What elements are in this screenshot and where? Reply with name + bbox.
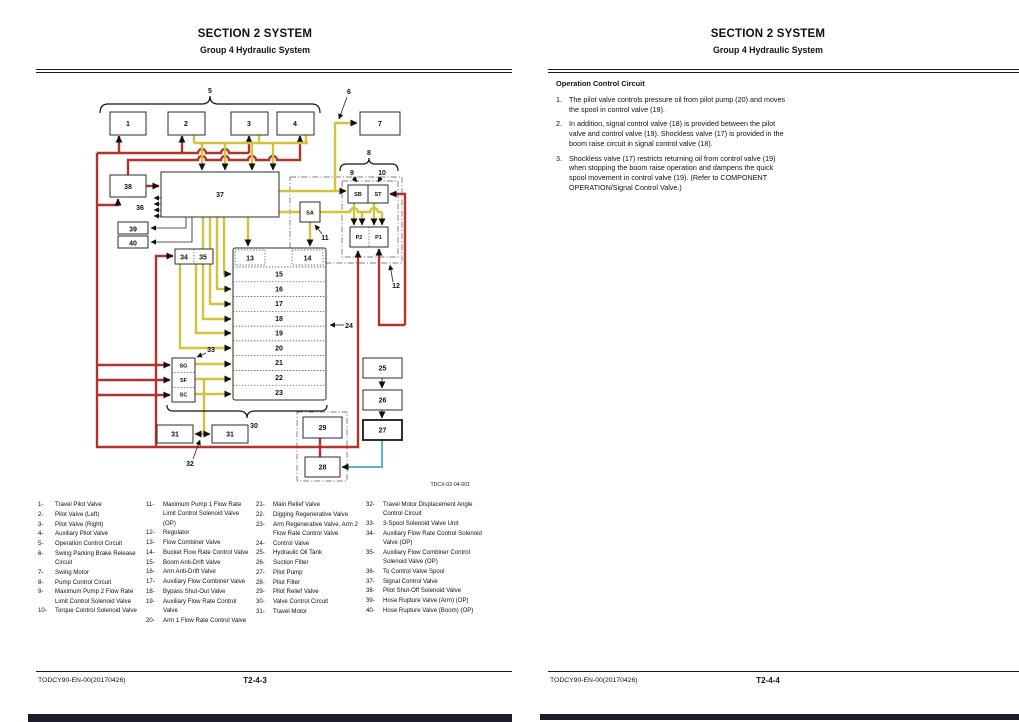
right-header [540,28,996,55]
legend-item: 36- To Control Valve Spool [366,567,445,575]
legend-item: 13- Flow Combiner Valve [146,539,221,546]
label-17: 17 [275,301,283,309]
label-28: 28 [318,464,327,472]
legend-item: 35- Auxiliary Flow Combiner Control Solenoid Valve (OP) [366,548,471,565]
callout-6: 6 [347,89,351,96]
label-40: 40 [129,240,137,248]
section-heading: Operation Control Circuit [556,79,645,88]
legend-item: 4- Auxiliary Pilot Valve [38,530,109,538]
label-sb: SB [354,192,362,198]
legend-item: 30- Valve Control Circuit [256,598,329,605]
callout-24: 24 [345,323,353,330]
callout-32: 32 [186,461,194,468]
legend-item: 40- Hose Rupture Valve (Boom) (OP) [366,606,474,614]
operation-control-circuit-section [556,79,788,197]
legend-item: 28- Pilot Filter [256,578,301,586]
legend-item: 3- Pilot Valve (Right) [38,520,104,528]
legend-item: 18- Bypass Shut-Out Valve [146,587,226,595]
label-29: 29 [318,425,327,432]
footer-page-number: T2-4-4 [756,676,780,685]
brace-pilot-valves [100,96,320,113]
label-15: 15 [275,271,283,279]
callout-36: 36 [136,205,144,212]
legend-item: 16- Arm Anti-Drift Valve [146,568,216,576]
label-1: 1 [126,121,130,128]
label-sc: SC [179,392,188,399]
footer-document-code: TODCY90-EN-00(20170426) [38,677,126,684]
legend-item: 29- Pilot Relief Valve [256,588,319,596]
legend-item: 33- 3-Spool Solenoid Valve Unit [366,520,459,527]
legend-item: 31- Travel Motor [256,607,307,615]
legend-item: 7- Swing Motor [38,568,89,576]
label-3: 3 [247,121,251,128]
legend-item: 15- Boom Anti-Drift Valve [146,558,221,566]
header-rule [548,69,1019,73]
callout-5: 5 [208,88,212,95]
numbered-paragraphs [556,95,788,192]
callout-11: 11 [321,235,329,242]
legend-item: 21- Main Relief Valve [256,501,320,508]
label-31-right: 31 [226,431,234,439]
brace-valve-control [167,405,327,418]
section-title: SECTION 2 SYSTEM [710,28,826,40]
footer-rule [548,671,1019,672]
page-bottom-edge [540,714,1019,720]
footer-document-code: TODCY90-EN-00(20170426) [550,677,638,684]
legend-item: 11- Maximum Pump 1 Flow Rate Limit Control Solenoid Valve (OP) [146,501,242,527]
legend-item: 12- Regulator [146,529,190,537]
page-left [28,0,512,722]
legend-item: 2- Pilot Valve (Left) [38,510,100,518]
label-22: 22 [275,375,283,382]
numbered-paragraph: 1. The pilot valve controls pressure oil from pilot pump (20) and moves the spool in control valve (19). [556,95,786,114]
legend-item: 37- Signal Control Valve [366,577,438,585]
label-31-left: 31 [171,431,179,439]
label-35: 35 [199,254,207,262]
legend-item: 1- Travel Pilot Valve [38,501,102,508]
label-7: 7 [378,121,382,128]
legend-item: 10- Torque Control Solenoid Valve [38,607,137,615]
label-14: 14 [303,255,312,263]
legend-item: 32- Travel Motor Displacement Angle Control Circuit [366,501,473,518]
label-39: 39 [129,226,137,234]
label-4: 4 [293,121,297,128]
section-title: SECTION 2 SYSTEM [197,28,313,40]
label-p1: P1 [375,235,382,241]
label-2: 2 [184,121,188,128]
legend-item: 8- Pump Control Circuit [38,578,112,586]
footer-rule [36,671,512,672]
group-subtitle: Group 4 Hydraulic System [713,45,823,55]
page-bottom-edge [28,714,512,722]
label-25: 25 [378,365,387,373]
callout-9: 9 [350,170,354,177]
label-26: 26 [378,397,387,405]
legend-column-4 [366,500,484,616]
numbered-paragraph: 2. In addition, signal control valve (18) is provided between the pilot valve and control valve (19). Shockless valve (17) is provided in the boom raise circuit in signal control valve (18). [556,119,784,148]
legend-item: 19- Auxiliary Flow Rate Control Valve [146,597,237,614]
label-sa: SA [306,210,314,217]
callout-8: 8 [367,150,371,157]
legend-item: 17- Auxiliary Flow Combiner Valve [146,578,246,585]
label-18: 18 [275,315,283,323]
legend-item: 22- Digging Regenerative Valve [256,510,349,518]
legend-item: 25- Hydraulic Oil Tank [256,549,322,557]
callout-12: 12 [392,283,400,290]
label-19: 19 [275,330,283,338]
left-header [28,28,482,55]
legend-item: 24- Control Valve [256,539,310,547]
figure-code: TDCX-02-04-001 [430,482,470,488]
label-37: 37 [216,192,224,199]
hydraulic-circuit-diagram [68,85,488,490]
legend-item: 6- Swing Parking Brake Release Circuit [38,549,136,566]
label-16: 16 [275,286,283,294]
brace-pump-control [340,158,398,171]
legend-column-3 [256,500,360,617]
label-21: 21 [275,360,283,368]
label-23: 23 [275,389,283,397]
legend-item: 34- Auxiliary Flow Rate Control Solenoid Valve (OP) [366,529,482,546]
label-38: 38 [124,184,132,191]
label-st: ST [374,192,382,198]
legend-item: 27- Pilot Pump [256,568,303,576]
legend-item: 39- Hose Rupture Valve (Arm) (OP) [366,597,469,604]
callout-30: 30 [250,423,258,430]
label-34: 34 [180,254,188,262]
header-rule [36,69,512,73]
label-p2: P2 [355,235,363,241]
legend-column-2 [146,500,250,625]
numbered-paragraph: 3. Shockless valve (17) restricts returning oil from control valve (19) when stopping the boom raise operation and dampens the quick spool movement in control valve (19). (Refer to COMPONENT OPERATION/Signal Control Valve.) [556,153,776,192]
label-sf: SF [179,378,188,384]
legend-item: 5- Operation Control Circuit [38,540,123,547]
legend-column-1 [38,500,142,616]
group-subtitle: Group 4 Hydraulic System [200,45,310,55]
legend-item: 14- Bucket Flow Rate Control Valve [146,548,249,556]
legend-item: 20- Arm 1 Flow Rate Control Valve [146,616,247,624]
legend-item: 26- Suction Filter [256,559,309,566]
legend-item: 23- Arm Regenerative Valve, Arm 2 Flow Rate Control Valve [256,520,358,537]
footer-page-number: T2-4-3 [243,676,267,685]
label-27: 27 [378,427,387,435]
label-sg: SG [179,363,188,370]
label-13: 13 [246,255,254,263]
callout-33: 33 [207,347,215,354]
callout-10: 10 [378,170,386,177]
page-right [540,0,1019,722]
legend-item: 38- Pilot Shut-Off Solenoid Valve [366,587,462,595]
label-20: 20 [275,345,283,353]
legend-item: 9- Maximum Pump 2 Flow Rate Limit Control Solenoid Valve [38,588,134,605]
